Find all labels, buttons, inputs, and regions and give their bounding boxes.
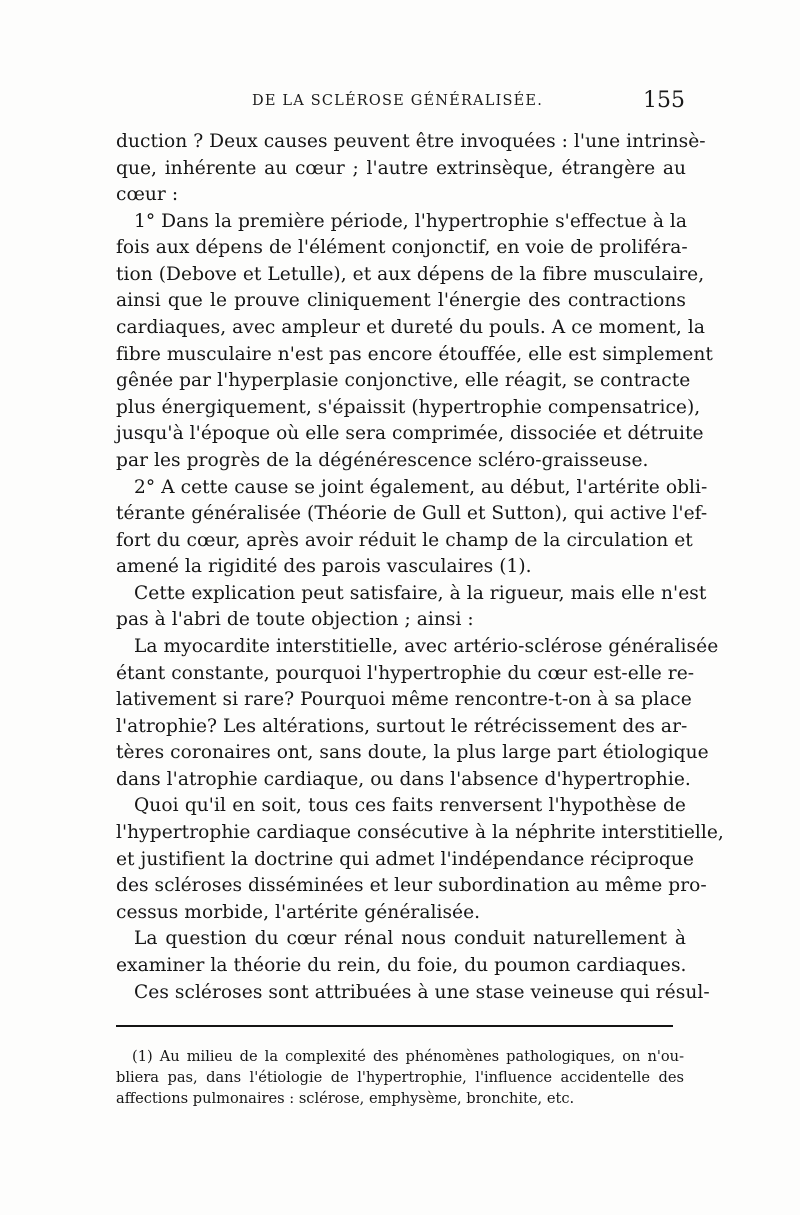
text-line: La myocardite interstitielle, avec artério-sclérose généralisée <box>134 635 719 657</box>
text-line: cardiaques, avec ampleur et dureté du pouls. A ce moment, la <box>116 317 705 339</box>
text-line: Cette explication peut satisfaire, à la rigueur, mais elle n'est <box>134 582 707 604</box>
footnote <box>116 1046 684 1110</box>
text-line: cœur : <box>116 184 179 206</box>
text-line: lativement si rare? Pourquoi même rencontre-t-on à sa place <box>116 689 692 711</box>
text-line: duction ? Deux causes peuvent être invoquées : l'une intrinsè- <box>116 131 706 152</box>
footnote-line: bliera pas, dans l'étiologie de l'hypertrophie, l'influence accidentelle des <box>116 1069 684 1087</box>
text-line: examiner la théorie du rein, du foie, du poumon cardiaques. <box>116 954 687 976</box>
text-line: par les progrès de la dégénérescence scléro-graisseuse. <box>116 449 649 471</box>
text-line: Quoi qu'il en soit, tous ces faits renversent l'hypothèse de <box>134 795 686 817</box>
text-line: ainsi que le prouve cliniquement l'énergie des contractions <box>116 290 686 312</box>
footnote-line: affections pulmonaires : sclérose, emphysème, bronchite, etc. <box>116 1090 575 1108</box>
text-line: plus énergiquement, s'épaissit (hypertrophie compensatrice), <box>116 396 701 418</box>
text-line: que, inhérente au cœur ; l'autre extrinsèque, étrangère au <box>116 157 686 179</box>
text-line: Ces scléroses sont attribuées à une stase veineuse qui résul- <box>134 981 710 1003</box>
text-line: et justifient la doctrine qui admet l'indépendance réciproque <box>116 848 694 870</box>
running-head: DE LA SCLÉROSE GÉNÉRALISÉE. <box>252 93 543 109</box>
page-number: 155 <box>643 88 685 113</box>
body-text <box>116 129 724 1006</box>
text-line: fois aux dépens de l'élément conjonctif, en voie de proliféra- <box>116 237 688 259</box>
text-line: 1° Dans la première période, l'hypertrophie s'effectue à la <box>134 210 688 232</box>
footnote-line: (1) Au milieu de la complexité des phénomènes pathologiques, on n'ou- <box>132 1048 684 1065</box>
text-line: cessus morbide, l'artérite généralisée. <box>116 901 481 923</box>
text-line: 2° A cette cause se joint également, au début, l'artérite obli- <box>134 476 708 498</box>
text-line: amené la rigidité des parois vasculaires (1). <box>116 556 532 578</box>
text-line: jusqu'à l'époque où elle sera comprimée, dissociée et détruite <box>116 423 704 445</box>
text-line: pas à l'abri de toute objection ; ainsi : <box>116 609 474 631</box>
text-line: gênée par l'hyperplasie conjonctive, elle réagit, se contracte <box>116 370 691 392</box>
text-line: tion (Debove et Letulle), et aux dépens de la fibre musculaire, <box>116 263 705 285</box>
text-line: dans l'atrophie cardiaque, ou dans l'absence d'hypertrophie. <box>116 768 691 790</box>
text-line: térante généralisée (Théorie de Gull et Sutton), qui active l'ef- <box>116 503 708 525</box>
text-line: tères coronaires ont, sans doute, la plus large part étiologique <box>116 742 709 764</box>
text-line: des scléroses disséminées et leur subordination au même pro- <box>116 875 707 897</box>
footnote-rule <box>116 1025 673 1027</box>
text-line: l'hypertrophie cardiaque consécutive à la néphrite interstitielle, <box>116 822 724 844</box>
text-line: La question du cœur rénal nous conduit naturellement à <box>134 928 686 950</box>
text-line: fort du cœur, après avoir réduit le champ de la circulation et <box>116 529 693 551</box>
text-line: l'atrophie? Les altérations, surtout le rétrécissement des ar- <box>116 715 688 737</box>
text-line: fibre musculaire n'est pas encore étouffée, elle est simplement <box>116 343 713 365</box>
text-line: étant constante, pourquoi l'hypertrophie du cœur est-elle re- <box>116 662 695 684</box>
